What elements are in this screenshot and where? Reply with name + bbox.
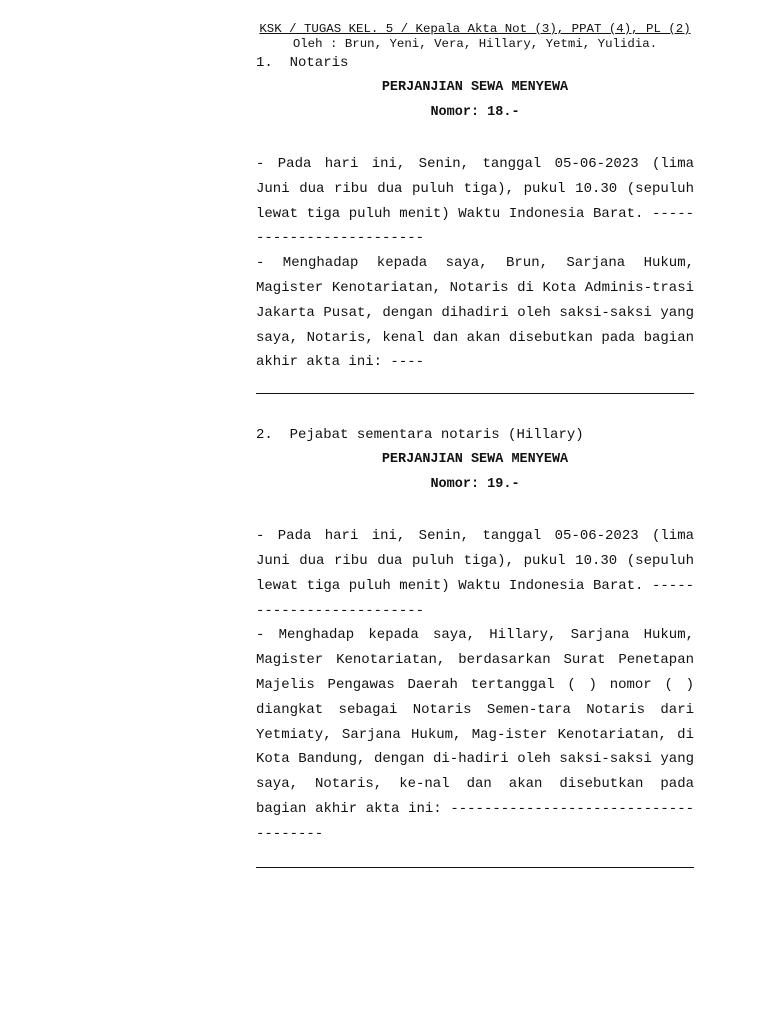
- deed-number: Nomor: 19.-: [430, 477, 520, 493]
- document-header-title: KSK / TUGAS KEL. 5 / Kepala Akta Not (3), PPAT (4), PL (2): [259, 22, 691, 36]
- section-2: [256, 426, 694, 867]
- deed-number: Nomor: 18.-: [430, 105, 520, 120]
- deed-opening-paragraph: - Pada hari ini, Senin, tanggal 05-06-2023 (lima Juni dua ribu dua puluh tiga), pukul 10.30 (sepuluh lewat tiga puluh menit) Waktu Indonesia Barat. -------------------------: [256, 156, 694, 247]
- deed-opening-paragraph: - Pada hari ini, Senin, tanggal 05-06-2023 (lima Juni dua ribu dua puluh tiga), pukul 10.30 (sepuluh lewat tiga puluh menit) Waktu Indonesia Barat. -------------------------: [256, 528, 694, 619]
- section-heading: 2. Pejabat sementara notaris (Hillary): [256, 427, 584, 444]
- deed-title: PERJANJIAN SEWA MENYEWA: [381, 80, 569, 95]
- section-divider: [256, 867, 694, 868]
- deed-title: PERJANJIAN SEWA MENYEWA: [381, 452, 569, 468]
- document-page: [256, 22, 694, 868]
- section-divider: [256, 393, 694, 394]
- deed-appearance-paragraph: - Menghadap kepada saya, Brun, Sarjana Hukum, Magister Kenotariatan, Notaris di Kota Adminis-trasi Jakarta Pusat, dengan dihadiri oleh saksi-saksi yang saya, Notaris, kenal dan akan disebutkan pada bagian akhir akta ini: ----: [256, 255, 694, 371]
- section-1: [256, 54, 694, 394]
- deed-appearance-paragraph: - Menghadap kepada saya, Hillary, Sarjana Hukum, Magister Kenotariatan, berdasarkan Surat Penetapan Majelis Pengawas Daerah tertanggal ( ) nomor ( ) diangkat sebagai Notaris Semen-tara Notaris dari Yetmiaty, Sarjana Hukum, Mag-ister Kenotariatan, di Kota Bandung, dengan di-hadiri oleh saksi-saksi yang saya, Notaris, ke-nal dan akan disebutkan pada bagian akhir akta ini: -------------------------------------: [256, 627, 694, 842]
- section-heading: 1. Notaris: [256, 55, 349, 71]
- document-header-authors: Oleh : Brun, Yeni, Vera, Hillary, Yetmi, Yulidia.: [292, 37, 658, 51]
